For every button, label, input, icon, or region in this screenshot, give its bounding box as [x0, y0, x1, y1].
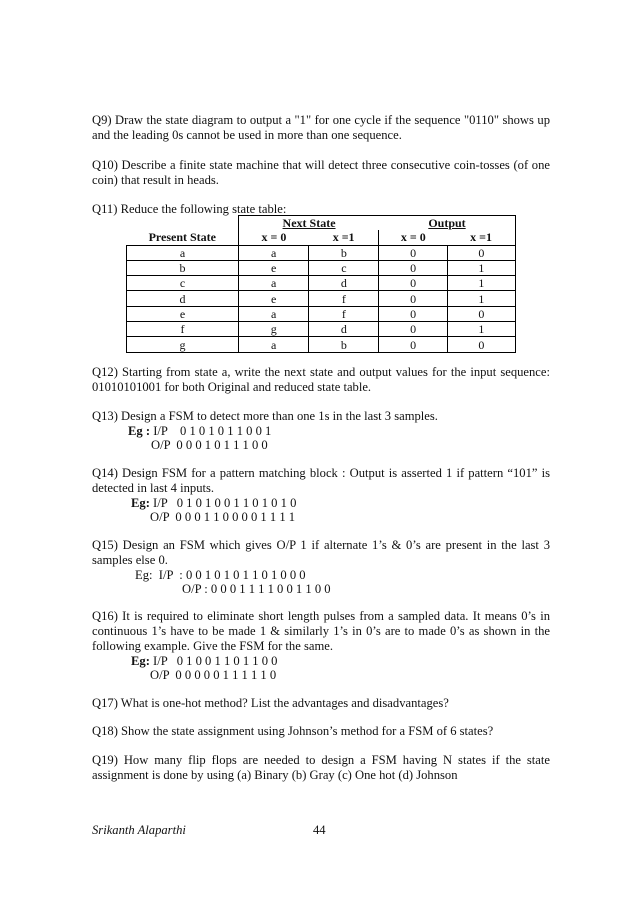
q16-eg-label: Eg: — [131, 654, 150, 668]
next-state-x0-cell: a — [239, 306, 309, 321]
output-x1-cell: 1 — [447, 260, 515, 275]
output-x0-cell: 0 — [379, 291, 447, 306]
present-state-cell: g — [127, 337, 239, 352]
output-x1-cell: 1 — [447, 276, 515, 291]
table-row — [127, 291, 516, 306]
q13-eg-label: Eg : — [128, 424, 151, 438]
output-x1-cell: 1 — [447, 291, 515, 306]
next-state-x0-cell: a — [239, 245, 309, 260]
present-state-cell: f — [127, 322, 239, 337]
question-q10: Q10) Describe a finite state machine that will detect three consecutive coin-tosses (of one coin) that result in heads. — [92, 158, 550, 187]
output-x0-cell: 0 — [379, 337, 447, 352]
q13-input: I/P 0 1 0 1 0 1 1 0 0 1 — [153, 424, 272, 438]
q16-input: I/P 0 1 0 0 1 1 0 1 1 0 0 — [153, 654, 278, 668]
next-state-x0-cell: g — [239, 322, 309, 337]
table-row — [127, 260, 516, 275]
next-state-x1-cell: d — [309, 276, 379, 291]
table-row — [127, 306, 516, 321]
output-x0-header: x = 0 — [379, 230, 447, 245]
q14-input: I/P 0 1 0 1 0 0 1 1 0 1 0 1 0 — [153, 496, 297, 510]
q16-output: O/P 0 0 0 0 0 1 1 1 1 1 0 — [150, 668, 277, 682]
question-q15: Q15) Design an FSM which gives O/P 1 if alternate 1’s & 0’s are present in the last 3 samples else 0. — [92, 538, 550, 567]
next-state-x1-cell: b — [309, 245, 379, 260]
table-row — [127, 322, 516, 337]
page-number: 44 — [313, 823, 326, 837]
q16-input-line — [131, 654, 277, 669]
next-state-x1-cell: b — [309, 337, 379, 352]
q15-input: Eg: I/P : 0 0 1 0 1 0 1 1 0 1 0 0 0 — [135, 568, 306, 582]
question-q11: Q11) Reduce the following state table: — [92, 202, 287, 216]
present-state-cell: c — [127, 276, 239, 291]
question-q19: Q19) How many flip flops are needed to design a FSM having N states if the state assignment is done by using (a) Binary (b) Gray (c) One hot (d) Johnson — [92, 753, 550, 782]
output-x1-cell: 1 — [447, 322, 515, 337]
q13-output: O/P 0 0 0 1 0 1 1 1 0 0 — [151, 438, 268, 452]
output-header: Output — [428, 216, 466, 231]
present-state-cell: b — [127, 260, 239, 275]
next-state-x0-header: x = 0 — [239, 230, 309, 245]
state-table — [126, 215, 516, 353]
footer-author: Srikanth Alaparthi — [92, 823, 186, 837]
q15-output: O/P : 0 0 0 1 1 1 1 0 0 1 1 0 0 — [182, 582, 331, 596]
q14-input-line — [131, 496, 296, 511]
question-q16: Q16) It is required to eliminate short length pulses from a sampled data. It means 0’s in continuous 1’s have to be made 1 & similarly 1’s in 0’s are to made 0’s as shown in the following example. Give the FSM for the same. — [92, 609, 550, 653]
question-q9: Q9) Draw the state diagram to output a "1" for one cycle if the sequence "0110" shows up and the leading 0s cannot be used in more than one sequence. — [92, 113, 550, 142]
next-state-x0-cell: e — [239, 291, 309, 306]
next-state-x1-cell: f — [309, 306, 379, 321]
next-state-x0-cell: e — [239, 260, 309, 275]
output-x0-cell: 0 — [379, 322, 447, 337]
table-row — [127, 337, 516, 352]
output-x1-cell: 0 — [447, 337, 515, 352]
question-q13: Q13) Design a FSM to detect more than one 1s in the last 3 samples. — [92, 409, 438, 423]
output-x1-cell: 0 — [447, 306, 515, 321]
question-q12: Q12) Starting from state a, write the next state and output values for the input sequence: 01010101001 for both Original and reduced state table. — [92, 365, 550, 394]
next-state-x1-cell: c — [309, 260, 379, 275]
output-x0-cell: 0 — [379, 260, 447, 275]
next-state-x0-cell: a — [239, 337, 309, 352]
output-x1-cell: 0 — [447, 245, 515, 260]
next-state-x1-cell: d — [309, 322, 379, 337]
output-x0-cell: 0 — [379, 245, 447, 260]
output-x1-header: x =1 — [447, 230, 515, 245]
next-state-x1-cell: f — [309, 291, 379, 306]
output-x0-cell: 0 — [379, 306, 447, 321]
q14-eg-label: Eg: — [131, 496, 150, 510]
output-x0-cell: 0 — [379, 276, 447, 291]
question-q17: Q17) What is one-hot method? List the advantages and disadvantages? — [92, 696, 449, 710]
q13-input-line — [128, 424, 271, 439]
present-state-cell: e — [127, 306, 239, 321]
next-state-x0-cell: a — [239, 276, 309, 291]
present-state-header: Present State — [127, 230, 239, 245]
question-q14: Q14) Design FSM for a pattern matching block : Output is asserted 1 if pattern “101” is detected in last 4 inputs. — [92, 466, 550, 495]
next-state-header: Next State — [282, 216, 336, 231]
question-q18: Q18) Show the state assignment using Johnson’s method for a FSM of 6 states? — [92, 724, 494, 738]
table-row — [127, 245, 516, 260]
next-state-x1-header: x =1 — [309, 230, 379, 245]
q14-output: O/P 0 0 0 1 1 0 0 0 0 1 1 1 1 — [150, 510, 296, 524]
present-state-cell: d — [127, 291, 239, 306]
table-row — [127, 276, 516, 291]
present-state-cell: a — [127, 245, 239, 260]
